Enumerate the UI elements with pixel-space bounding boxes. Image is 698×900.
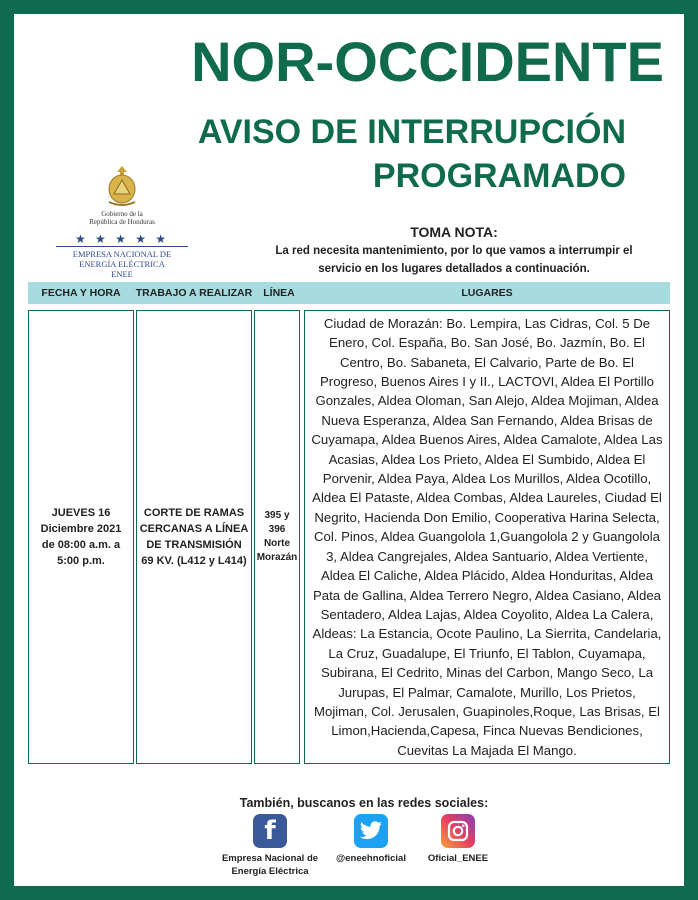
work-line2: CERCANAS A LÍNEA <box>139 523 249 535</box>
note-title: TOMA NOTA: <box>410 224 498 240</box>
header-date: FECHA Y HORA <box>41 287 121 299</box>
instagram-link[interactable] <box>418 814 498 865</box>
header-places: LUGARES <box>461 287 513 299</box>
work-line3: DE TRANSMISIÓN <box>146 539 242 551</box>
twitter-link[interactable] <box>326 814 416 865</box>
note-body: La red necesita mantenimiento, por lo que vamos a interrumpir el servicio en los lugares detallados a continuación. <box>275 245 633 275</box>
line-line1: 395 y <box>264 510 290 521</box>
header-work: TRABAJO A REALIZAR <box>135 287 253 299</box>
places-cell <box>304 310 670 764</box>
twitter-handle: @eneehnoficial <box>336 853 406 864</box>
government-line1: Gobierno de la <box>101 210 143 218</box>
enee-name-line2: ENERGÍA ELÉCTRICA <box>79 259 165 269</box>
government-label <box>52 210 192 226</box>
date-line4: 5:00 p.m. <box>57 555 105 567</box>
government-line2: República de Honduras <box>89 218 155 226</box>
twitter-icon <box>354 814 388 848</box>
facebook-link[interactable] <box>214 814 326 878</box>
notice-card <box>14 14 684 886</box>
social-title: También, buscanos en las redes sociales: <box>239 796 489 810</box>
line-line3: Norte <box>263 538 291 549</box>
honduras-coat-of-arms-icon <box>105 164 139 208</box>
work-line1: CORTE DE RAMAS <box>143 507 245 519</box>
notice-title-line2: PROGRAMADO <box>372 157 626 195</box>
date-line3: de 08:00 a.m. a <box>41 539 121 551</box>
notice-title-line1: AVISO DE INTERRUPCIÓN <box>197 113 626 151</box>
date-line2: Diciembre 2021 <box>40 523 122 535</box>
instagram-handle: Oficial_ENEE <box>427 853 489 864</box>
facebook-icon: f <box>253 814 287 848</box>
line-line4: Morazán <box>256 552 298 563</box>
date-line1: JUEVES 16 <box>51 507 111 519</box>
facebook-label-line1: Empresa Nacional de <box>221 853 319 864</box>
notice-title <box>134 110 626 198</box>
date-cell <box>28 310 134 764</box>
enee-logo <box>52 164 192 279</box>
work-line4: 69 KV. (L412 y L414) <box>141 555 247 567</box>
table-header <box>28 282 670 304</box>
places-text: Ciudad de Morazán: Bo. Lempira, Las Cidras, Col. 5 De Enero, Col. España, Bo. San José, Bo. Jazmín, Bo. El Centro, Bo. Sabaneta, El Calvario, Parte de Bo. El Progreso, Buenos Aires I y II., LACTOVI, Aldea El Portillo Gonzales, Aldea Oloman, San Alejo, Aldea Mojiman, Aldea Nueva Esperanza, Aldea San Fernando, Aldea Brisas de Cuyamapa, Aldea Buenos Aires, Aldea Camalote, Aldea Las Acasias, Aldea Los Prieto, Aldea El Sumbido, Aldea El Porvenir, Aldea Paya, Aldea Los Murillos, Aldea Ocotillo, Aldea El Pataste, Aldea Combas, Aldea Laureles, Ciudad El Negrito, Hacienda Don Emilio, Cooperativa Harina Selecta, Col. Pinos, Aldea Guangolola 1,Guangolola 2 y Guangolola 3, Aldea Cangrejales, Aldea Santuario, Aldea Vertiente, Aldea El Caliche, Aldea Plácido, Aldea Honduritas, Aldea Pata de Gallina, Aldea Terrero Negro, Aldea Casiano, Aldea Sentadero, Aldea Lajas, Aldea Coyolito, Aldea La Calera, Aldeas: La Estancia, Ocote Paulino, La Sierrita, Candelaria, La Cruz, Guadalupe, El Triunfo, El Tablon, Cuyamapa, Subirana, El Cedrito, Minas del Carbon, Mango Seco, La Jurupas, El Palmar, Camalote, Murillo, Los Prietos, Mojiman, Col. Jerusalen, Guapinoles,Roque, Las Brisas, El Limon,Hacienda,Capesa, Finca Nuevas Bendiciones, Cuevitas La Majada El Mango. <box>311 315 663 758</box>
line-cell <box>254 310 300 764</box>
line-line2: 396 <box>268 524 286 535</box>
instagram-icon <box>441 814 475 848</box>
header-line: LÍNEA <box>263 287 295 299</box>
stars-icon: ★ ★ ★ ★ ★ <box>74 232 170 246</box>
facebook-label-line2: Energía Eléctrica <box>231 866 309 877</box>
work-cell <box>136 310 252 764</box>
enee-name-line1: EMPRESA NACIONAL DE <box>72 249 172 259</box>
enee-name <box>56 246 188 279</box>
region-title: NOR-OCCIDENTE <box>191 30 664 93</box>
enee-name-line3: ENEE <box>111 269 133 279</box>
